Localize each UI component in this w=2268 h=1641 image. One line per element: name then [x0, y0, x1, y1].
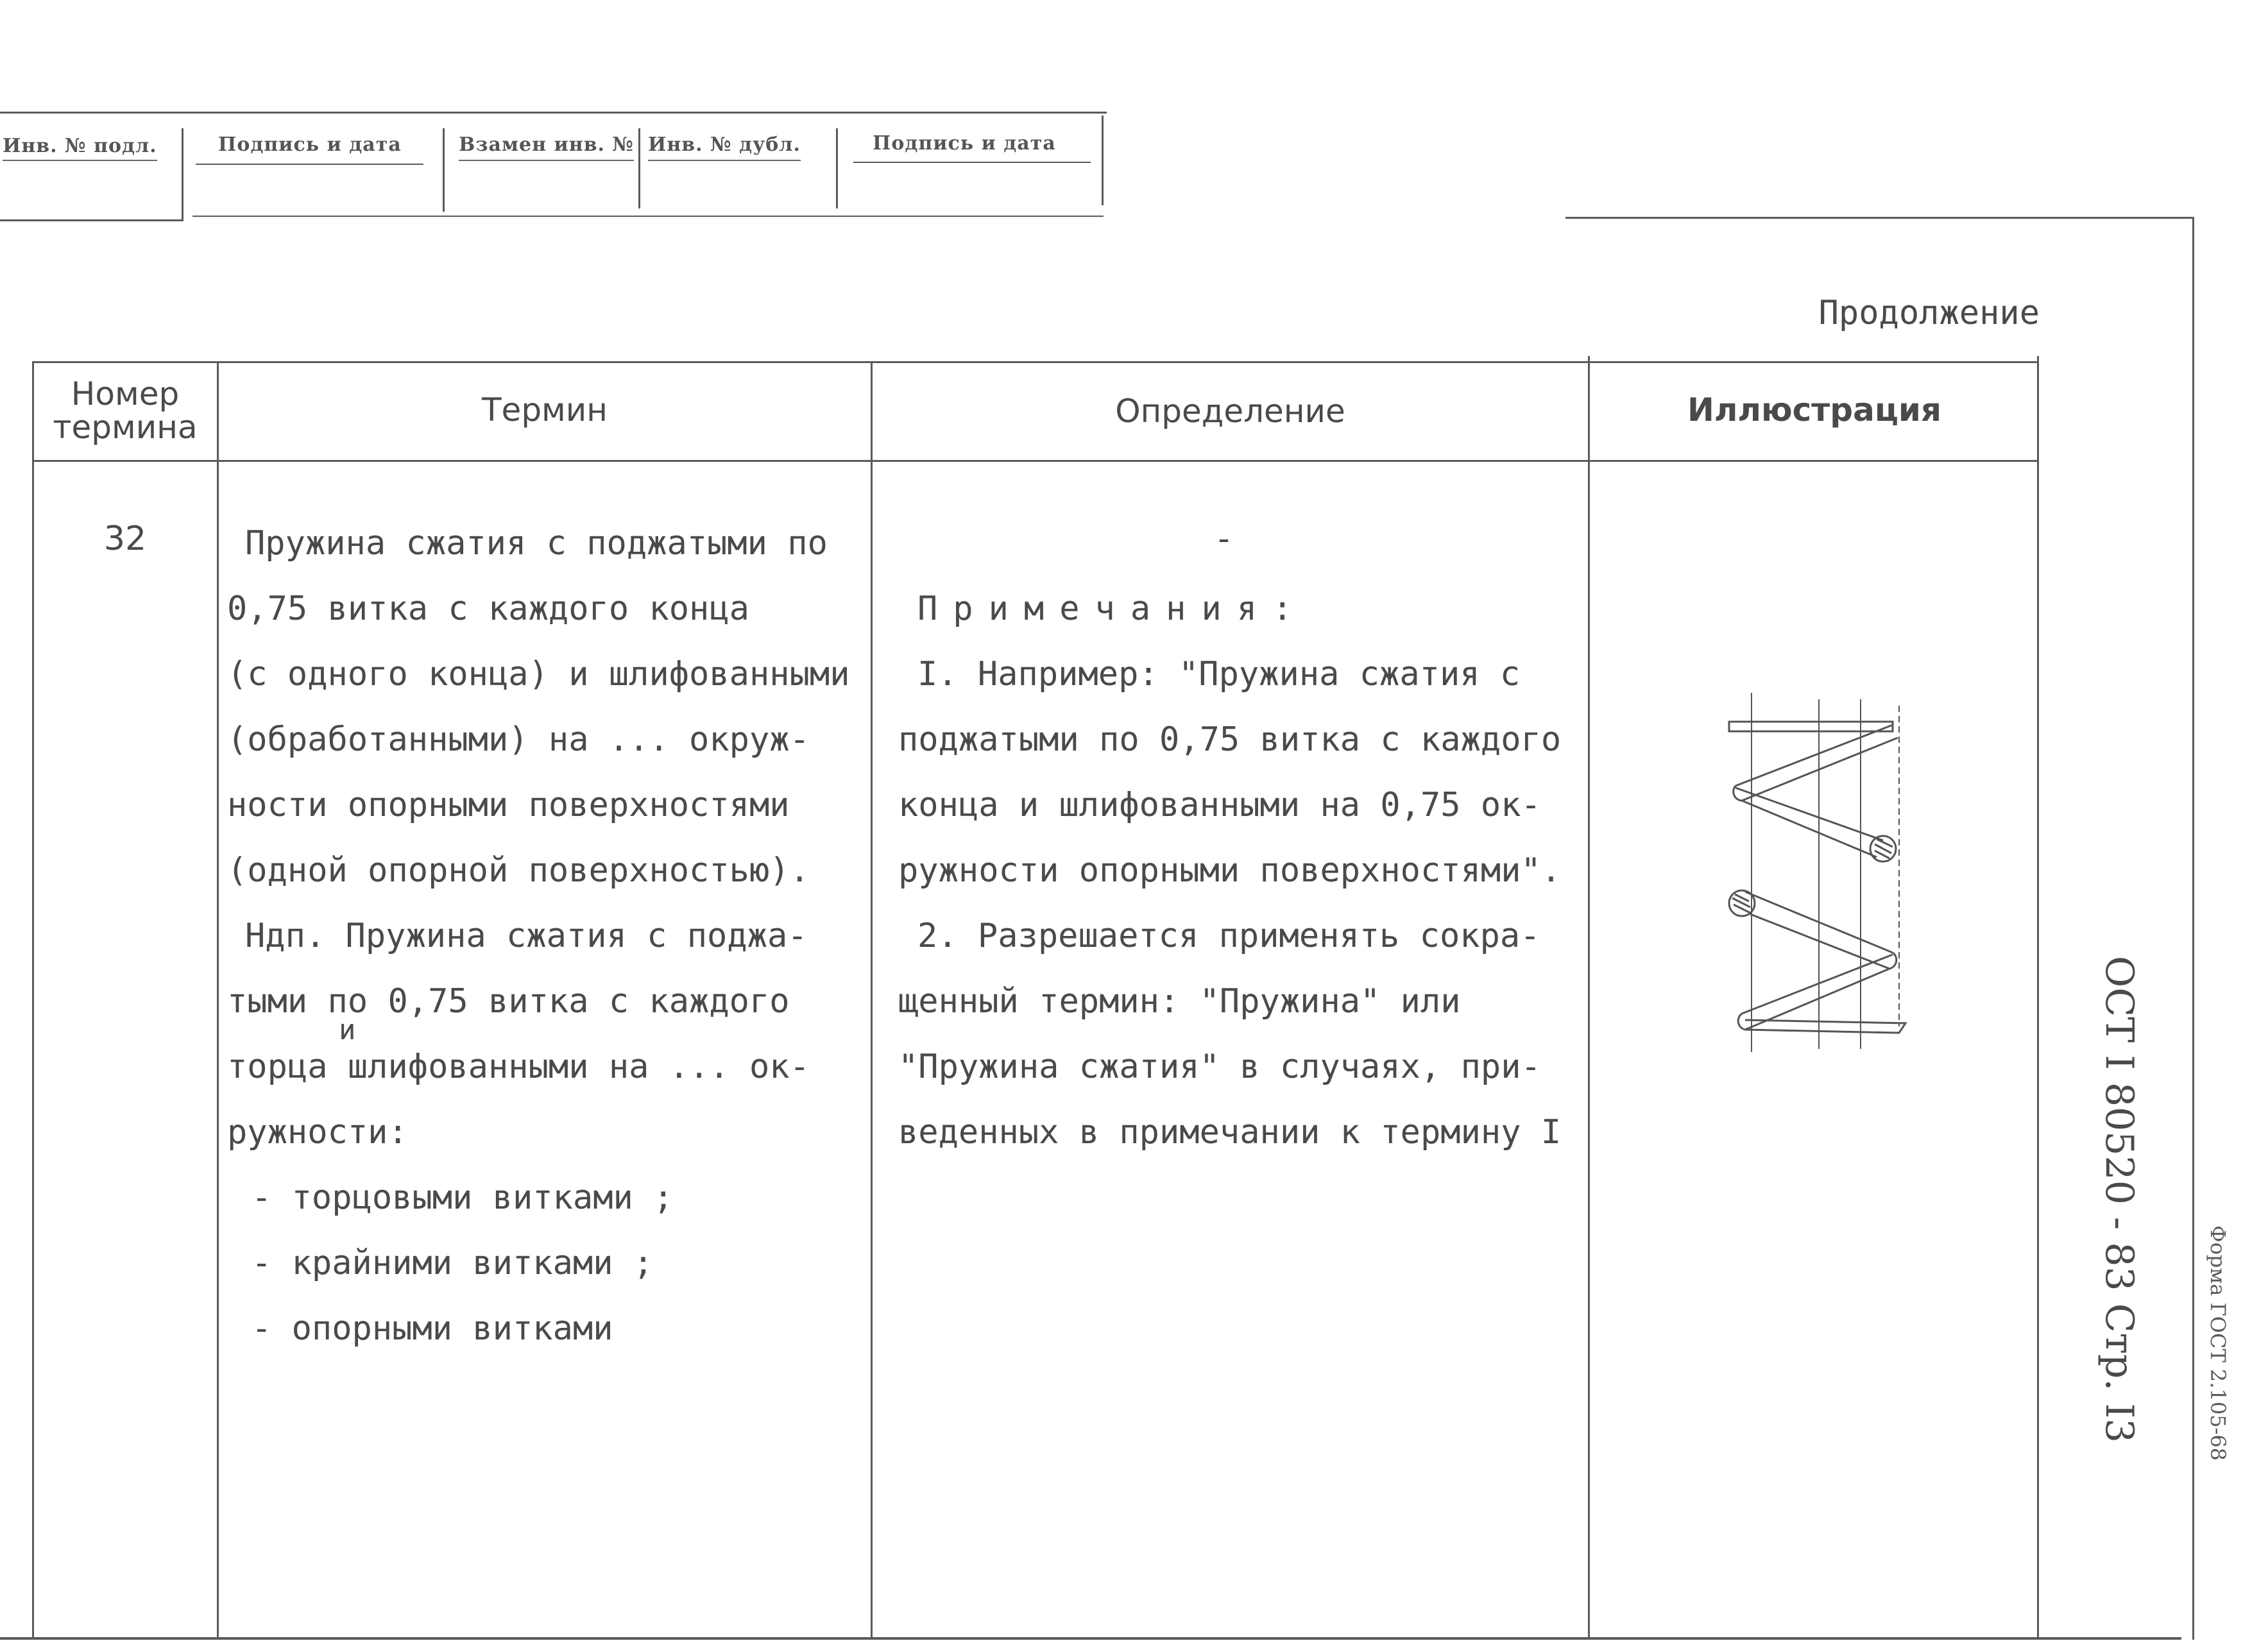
form-designation: Форма ГОСТ 2.105-68: [2206, 1225, 2230, 1461]
term-line: - крайними витками ;: [252, 1244, 654, 1282]
definition-text: [898, 576, 1561, 1165]
term-line: - торцовыми витками ;: [252, 1178, 674, 1217]
term-line: Ндп. Пружина сжатия с поджа-: [245, 917, 808, 955]
term-line: 0,75 витка с каждого конца: [227, 590, 749, 628]
term-line: тыми по 0,75 витка с каждого: [227, 982, 790, 1021]
spring-illustration: [1707, 693, 1938, 1052]
term-text: [227, 511, 850, 1361]
term-insert-mark: и: [339, 1014, 356, 1046]
term-line: - опорными витками: [252, 1309, 613, 1348]
header-term: Термин: [482, 391, 608, 429]
term-line: торца шлифованными на ... ок-: [227, 1048, 810, 1086]
definition-line: поджатыми по 0,75 витка с каждого: [898, 720, 1562, 759]
definition-line: I. Например: "Пружина сжатия с: [917, 655, 1521, 693]
definition-dash: -: [1214, 520, 1234, 558]
term-number: 32: [103, 520, 147, 558]
stamp-cell-inv-podl: Инв. № подл.: [3, 135, 157, 161]
stamp-cell-inv-dubl: Инв. № дубл.: [648, 133, 801, 161]
header-number: Номер термина: [53, 375, 198, 446]
term-line: Пружина сжатия с поджатыми по: [245, 524, 828, 563]
notes-heading: Примечания:: [917, 590, 1308, 628]
term-line: (одной опорной поверхностью).: [227, 851, 810, 890]
definition-line: щенный термин: "Пружина" или: [898, 982, 1461, 1021]
definition-line: 2. Разрешается применять сокра-: [917, 917, 1540, 955]
term-line: ности опорными поверхностями: [227, 786, 790, 824]
header-definition: Определение: [1115, 393, 1345, 430]
definition-line: веденных в примечании к термину I: [898, 1113, 1562, 1152]
definition-line: конца и шлифованными на 0,75 ок-: [898, 786, 1541, 824]
term-line: (обработанными) на ... окруж-: [227, 720, 810, 759]
document-number: ОСТ I 80520 - 83 Стр. I3: [2097, 956, 2142, 1443]
header-illustration: Иллюстрация: [1687, 391, 1942, 429]
stamp-cell-signature-date-2: Подпись и дата: [873, 132, 1056, 155]
stamp-cell-replaces-inv: Взамен инв. №: [459, 133, 634, 161]
stamp-cell-signature-date: Подпись и дата: [218, 133, 402, 156]
term-line: (с одного конца) и шлифованными: [227, 655, 850, 693]
definition-line: ружности опорными поверхностями".: [898, 851, 1562, 890]
continuation-label: Продолжение: [1818, 294, 2040, 332]
term-line: ружности:: [227, 1113, 408, 1152]
definition-line: "Пружина сжатия" в случаях, при-: [898, 1048, 1541, 1086]
